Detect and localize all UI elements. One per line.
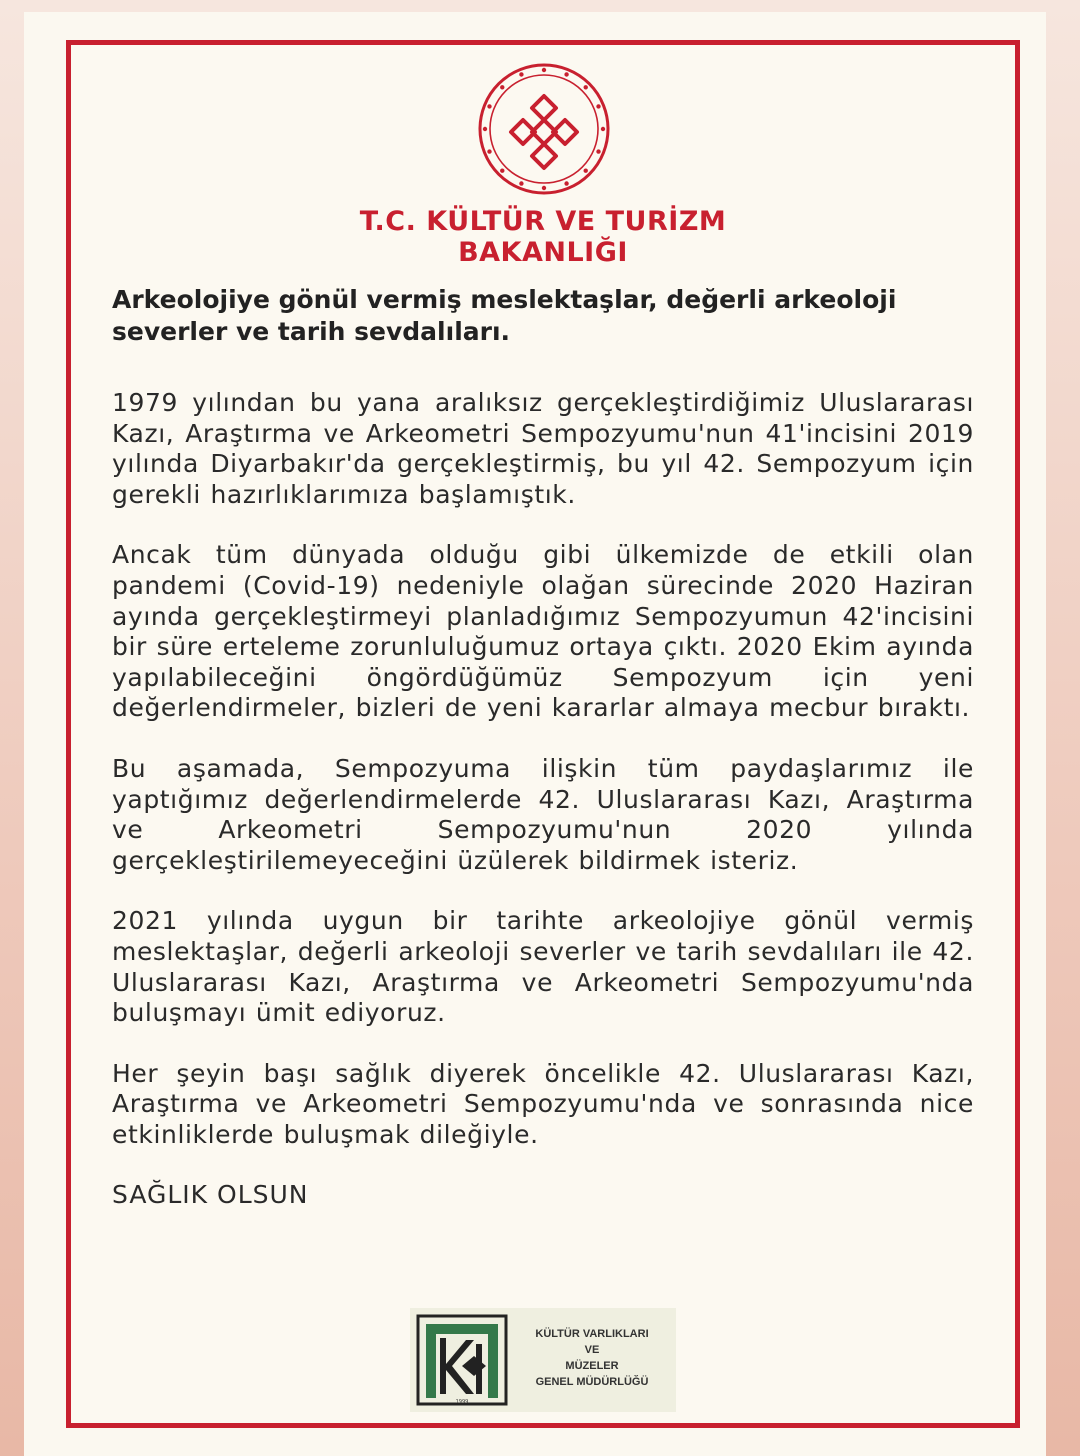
paragraph-2: Ancak tüm dünyada olduğu gibi ülkemizde de etkili olan pandemi (Covid-19) nedeniyle olağan sürecinde 2020 Haziran ayında gerçekleştirmeyi planladığımız Sempozyumun 42'incisini bir süre erteleme zorunluluğumuz ortaya çıktı. 2020 Ekim ayında yapılabileceğini öngördüğümüz Sempozyum için yeni değerlendirmeler, bizleri de yeni kararlar almaya mecbur bıraktı. [112,540,974,723]
letter-closing: SAĞLIK OLSUN [112,1180,309,1210]
seal-star [519,72,523,76]
seal-star [564,72,568,76]
paragraph-1: 1979 yılından bu yana aralıksız gerçekleştirdiğimiz Uluslararası Kazı, Araştırma ve Arkeometri Sempozyumu'nun 41'incisini 2019 yılında Diyarbakır'da gerçekleştirmiş, bu yıl 42. Sempozyum için gerekli hazırlıklarımıza başlamıştık. [112,388,974,509]
seal-star [601,127,605,131]
org-line-1: KÜLTÜR VARLIKLARI [535,1328,649,1340]
kvmgm-logo-icon [416,1314,508,1406]
logo-year: 1999 [455,1399,469,1405]
seal-star [487,104,491,108]
seal-star [564,181,568,185]
seal-star [542,186,546,190]
paragraph-3: Bu aşamada, Sempozyuma ilişkin tüm paydaşlarımız ile yaptığımız değerlendirmelerde 42. Uluslararası Kazı, Araştırma ve Arkeometri Sempozyumu'nun 2020 yılında gerçekleştirilemeyeceğini üzülerek bildirmek isteriz. [112,753,974,875]
ministry-seal-icon [477,62,611,196]
footer-logo [410,1308,676,1412]
seal-star [584,169,588,173]
seal-star [500,85,504,89]
seal-star [519,181,523,185]
ministry-title-line1: T.C. KÜLTÜR VE TURİZM [359,206,727,237]
seal-star [542,68,546,72]
footer-org-name [518,1326,666,1390]
org-line-4: GENEL MÜDÜRLÜĞÜ [535,1376,649,1388]
ministry-title-line2: BAKANLIĞI [458,237,628,268]
seal-star [487,149,491,153]
seal-star [483,127,487,131]
paragraph-4: 2021 yılında uygun bir tarihte arkeolojiye gönül vermiş meslektaşlar, değerli arkeoloji severler ve tarih sevdalıları ile 42. Uluslararası Kazı, Araştırma ve Arkeometri Sempozyumu'nda buluşmayı ümit ediyoruz. [112,906,974,1028]
seal-star [596,104,600,108]
org-line-2: VE [584,1344,600,1356]
letter-body [112,284,974,1209]
org-line-3: MÜZELER [565,1360,619,1372]
paragraph-5: Her şeyin başı sağlık diyerek öncelikle 42. Uluslararası Kazı, Araştırma ve Arkeometri Sempozyumu'nda ve sonrasında nice etkinliklerde buluşmak dileğiyle. [112,1058,974,1149]
seal-star [500,169,504,173]
seal-star [596,149,600,153]
letter-greeting: Arkeolojiye gönül vermiş meslektaşlar, değerli arkeoloji severler ve tarih sevdalıları. [112,285,897,346]
seal-star [584,85,588,89]
